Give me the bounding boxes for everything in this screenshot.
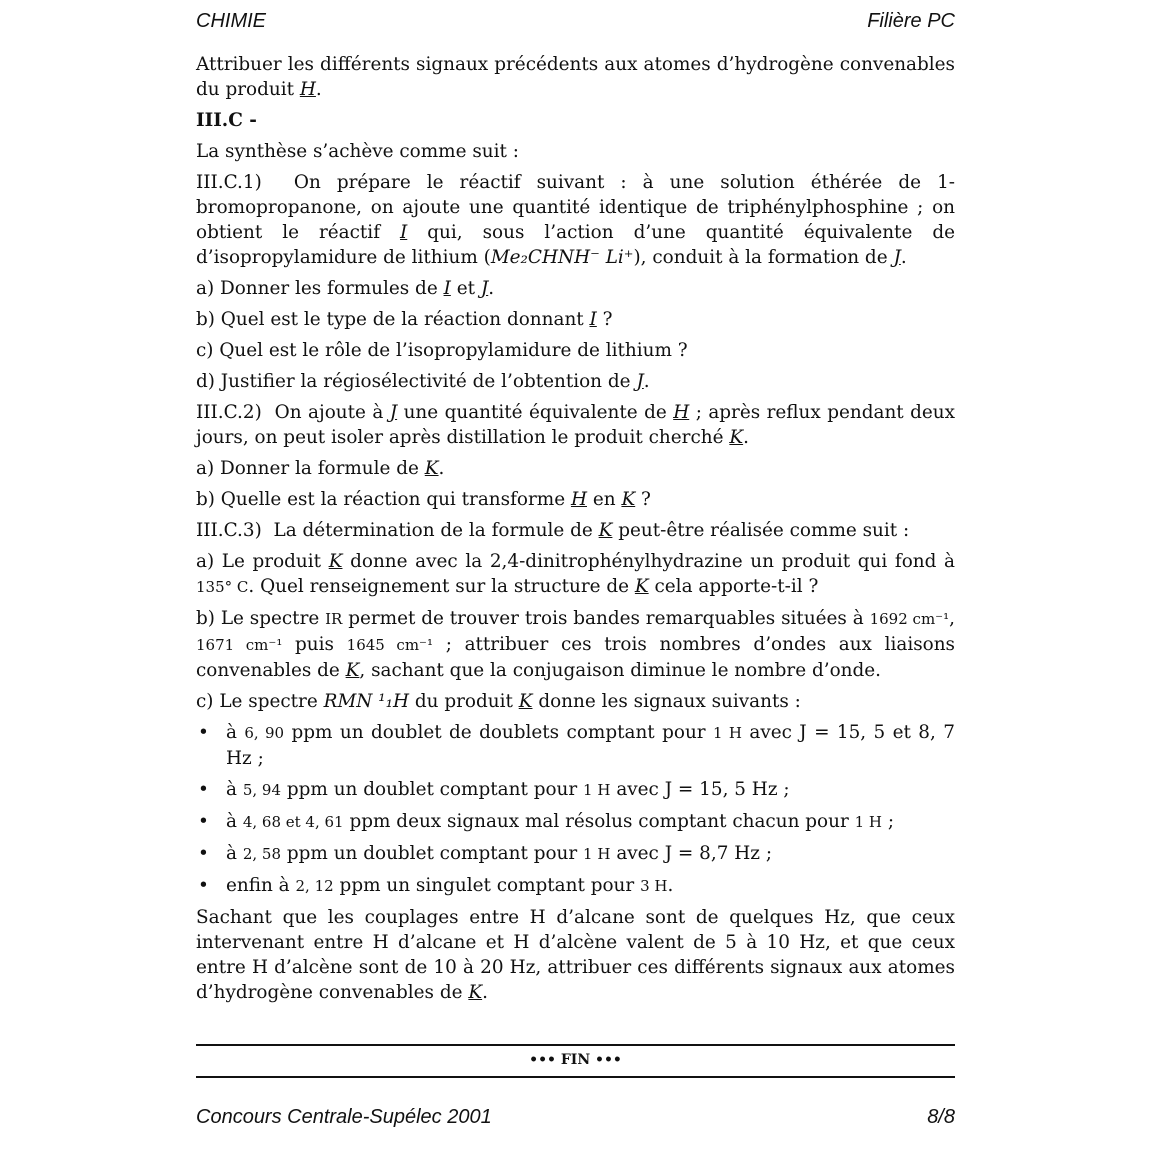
nmr-signal-item (196, 720, 955, 771)
product-k-ref: K (468, 982, 483, 1003)
question-text: . Quel renseignement sur la structure de (248, 576, 630, 597)
product-k-ref: K (729, 427, 744, 448)
coupling-constant: . (667, 875, 674, 896)
question-text: puis (295, 634, 334, 655)
reagent-i-ref: I (443, 278, 451, 299)
question-c3-c (196, 689, 955, 714)
chemical-shift: 6, 90 (244, 724, 285, 742)
document-body (196, 52, 955, 1011)
product-k-ref: K (634, 576, 649, 597)
signal-description: ppm un doublet comptant pour (286, 779, 578, 800)
product-j-ref: J (389, 402, 398, 423)
c3-label: III.C.3) (196, 520, 262, 541)
c1-paragraph: III.C.1) On prépare le réactif suivant : à une solution éthérée de 1-bromopropanone, on ajoute une quantité identique de triphénylphosphine ; on obtient le réactif I qui, sous l’action d’une quantité équivalente de d’isopropylamidure de lithium (Me₂CHNH⁻ Li⁺), conduit à la formation de J. (196, 172, 955, 268)
question-c1-c: c) Quel est le rôle de l’isopropylamidure de lithium ? (196, 340, 688, 361)
chemical-shift: 5, 94 (242, 781, 281, 799)
c3-paragraph (196, 518, 955, 543)
question-text: permet de trouver trois bandes remarquables situées à (348, 608, 864, 629)
product-j-ref: J (893, 247, 901, 268)
product-j-ref: J (480, 278, 489, 299)
question-text: cela apporte-t-il ? (654, 576, 819, 597)
signal-description: ppm un doublet de doublets comptant pour (291, 722, 706, 743)
product-k-ref: K (424, 458, 439, 479)
signal-prefix: à (226, 722, 237, 743)
product-k-ref: K (598, 520, 613, 541)
c1-label: III.C.1) (196, 172, 262, 193)
c1-text-2: qui, sous l’action d’une quantité équivalente de d’isopropylamidure de lithium ( (196, 222, 955, 268)
reagent-i-ref: I (400, 222, 408, 243)
coupling-constant: ; (887, 811, 895, 832)
question-text: b) Le spectre (196, 608, 320, 629)
page-header (196, 10, 955, 38)
question-c1-d: d) Justifier la régiosélectivité de l’obtention de J. (196, 371, 650, 392)
chemical-shift: 2, 12 (295, 877, 334, 895)
wavenumber-2: 1671 cm⁻¹ (196, 636, 283, 654)
product-k-ref: K (621, 489, 636, 510)
product-h-ref: H (673, 402, 690, 423)
c3-text-2: peut-être réalisée comme suit : (618, 520, 910, 541)
proton-count: 1 H (583, 845, 611, 863)
signal-prefix: enfin à (226, 875, 290, 896)
product-k-ref: K (518, 691, 533, 712)
nmr-signal-list (196, 720, 955, 899)
c2-paragraph: III.C.2) On ajoute à J une quantité équivalente de H ; après reflux pendant deux jours, on peut isoler après distillation le produit cherché K. (196, 402, 955, 448)
nmr-signal-item (196, 777, 955, 803)
question-text: b) Quel est le type de la réaction donnant (196, 309, 584, 330)
question-c3-b: b) Le spectre IR permet de trouver trois bandes remarquables situées à 1692 cm⁻¹, 1671 cm⁻¹ puis 1645 cm⁻¹ ; attribuer ces trois nombres d’ondes aux liaisons convenables de K, sachant que la conjugaison diminue le nombre d’onde. (196, 608, 955, 681)
reagent-formula: Me₂CHNH⁻ Li⁺ (490, 247, 634, 268)
coupling-constant: avec J = 15, 5 Hz ; (616, 779, 790, 800)
nmr-label: RMN ¹₁H (323, 691, 409, 712)
signal-prefix: à (226, 811, 237, 832)
question-c2-a: a) Donner la formule de K. (196, 458, 445, 479)
question-text: du produit (414, 691, 513, 712)
fin-marker: ••• FIN ••• (529, 1052, 622, 1068)
question-c1-b: b) Quel est le type de la réaction donnant I ? (196, 309, 613, 330)
question-text: , sachant que la conjugaison diminue le nombre d’onde. (359, 660, 881, 681)
question-text: a) Donner les formules de (196, 278, 438, 299)
question-c2-b: b) Quelle est la réaction qui transforme H en K ? (196, 489, 651, 510)
c2-label: III.C.2) (196, 402, 262, 423)
nmr-signal-item (196, 841, 955, 867)
intro-paragraph: Attribuer les différents signaux précédents aux atomes d’hydrogène convenables du produit H. (196, 54, 955, 100)
question-text: donne avec la 2,4-dinitrophénylhydrazine un produit qui fond à (350, 551, 955, 572)
intro-text: Attribuer les différents signaux précédents aux atomes d’hydrogène convenables du produit (196, 54, 955, 100)
question-text: d) Justifier la régiosélectivité de l’obtention de (196, 371, 631, 392)
melting-point: 135° C (196, 578, 249, 596)
chemical-shift: 4, 68 et 4, 61 (242, 813, 344, 831)
page-footer (196, 1106, 955, 1134)
question-text: c) Le spectre (196, 691, 318, 712)
proton-count: 1 H (583, 781, 611, 799)
question-text: b) Quelle est la réaction qui transforme (196, 489, 566, 510)
fin-rule-bottom (196, 1076, 955, 1078)
question-c3-a (196, 549, 955, 600)
conclusion-text: Sachant que les couplages entre H d’alcane sont de quelques Hz, que ceux intervenant entre H d’alcane et H d’alcène valent de 5 à 10 Hz, et que ceux entre H d’alcène sont de 10 à 20 Hz, attribuer ces différents signaux aux atomes d’hydrogène convenables de (196, 907, 955, 1003)
section-heading: III.C - (196, 110, 257, 131)
reagent-i-ref: I (589, 309, 597, 330)
question-text: donne les signaux suivants : (538, 691, 801, 712)
question-text: a) Le produit (196, 551, 322, 572)
question-text: et (456, 278, 475, 299)
c2-text-1: On ajoute à (274, 402, 384, 423)
proton-count: 1 H (854, 813, 883, 831)
document-page (196, 0, 955, 1152)
product-j-ref: J (636, 371, 644, 392)
c3-text-1: La détermination de la formule de (273, 520, 593, 541)
product-k-ref: K (345, 660, 360, 681)
footer-page-number: 8/8 (927, 1106, 955, 1128)
wavenumber-1: 1692 cm⁻¹ (869, 610, 950, 628)
signal-description: ppm deux signaux mal résolus comptant chacun pour (349, 811, 849, 832)
header-track: Filière PC (867, 10, 955, 32)
ir-label: IR (325, 610, 343, 628)
footer-exam: Concours Centrale-Supélec 2001 (196, 1106, 492, 1128)
fin-rule-top (196, 1044, 955, 1046)
section-lead: La synthèse s’achève comme suit : (196, 141, 519, 162)
c2-text-2: une quantité équivalente de (403, 402, 667, 423)
conclusion-paragraph: Sachant que les couplages entre H d’alcane sont de quelques Hz, que ceux intervenant entre H d’alcane et H d’alcène valent de 5 à 10 Hz, et que ceux entre H d’alcène sont de 10 à 20 Hz, attribuer ces différents signaux aux atomes d’hydrogène convenables de K. (196, 907, 955, 1003)
coupling-constant: avec J = 8,7 Hz ; (616, 843, 773, 864)
proton-count: 1 H (713, 724, 742, 742)
c2-text-3: ; après reflux pendant deux jours, on peut isoler après distillation le produit cherché (196, 402, 955, 448)
signal-prefix: à (226, 843, 237, 864)
product-ref: H (299, 79, 316, 100)
question-c1-a: a) Donner les formules de I et J. (196, 278, 495, 299)
coupling-constant: avec J = 15, 5 et 8, 7 Hz ; (226, 722, 955, 769)
c1-text-3: ), conduit à la formation de (633, 247, 888, 268)
signal-description: ppm un doublet comptant pour (286, 843, 578, 864)
question-text: a) Donner la formule de (196, 458, 419, 479)
chemical-shift: 2, 58 (242, 845, 281, 863)
c1-text-1: On prépare le réactif suivant : à une solution éthérée de 1-bromopropanone, on ajoute une quantité identique de triphénylphosphine ; on obtient le réactif (196, 172, 955, 243)
signal-prefix: à (226, 779, 237, 800)
nmr-signal-item (196, 809, 955, 835)
nmr-signal-item (196, 873, 955, 899)
question-text: ; attribuer ces trois nombres d’ondes aux liaisons convenables de (196, 634, 955, 681)
product-h-ref: H (570, 489, 587, 510)
signal-description: ppm un singulet comptant pour (339, 875, 635, 896)
wavenumber-3: 1645 cm⁻¹ (346, 636, 433, 654)
question-text: en (592, 489, 616, 510)
product-k-ref: K (328, 551, 343, 572)
proton-count: 3 H (640, 877, 668, 895)
header-subject: CHIMIE (196, 10, 266, 32)
